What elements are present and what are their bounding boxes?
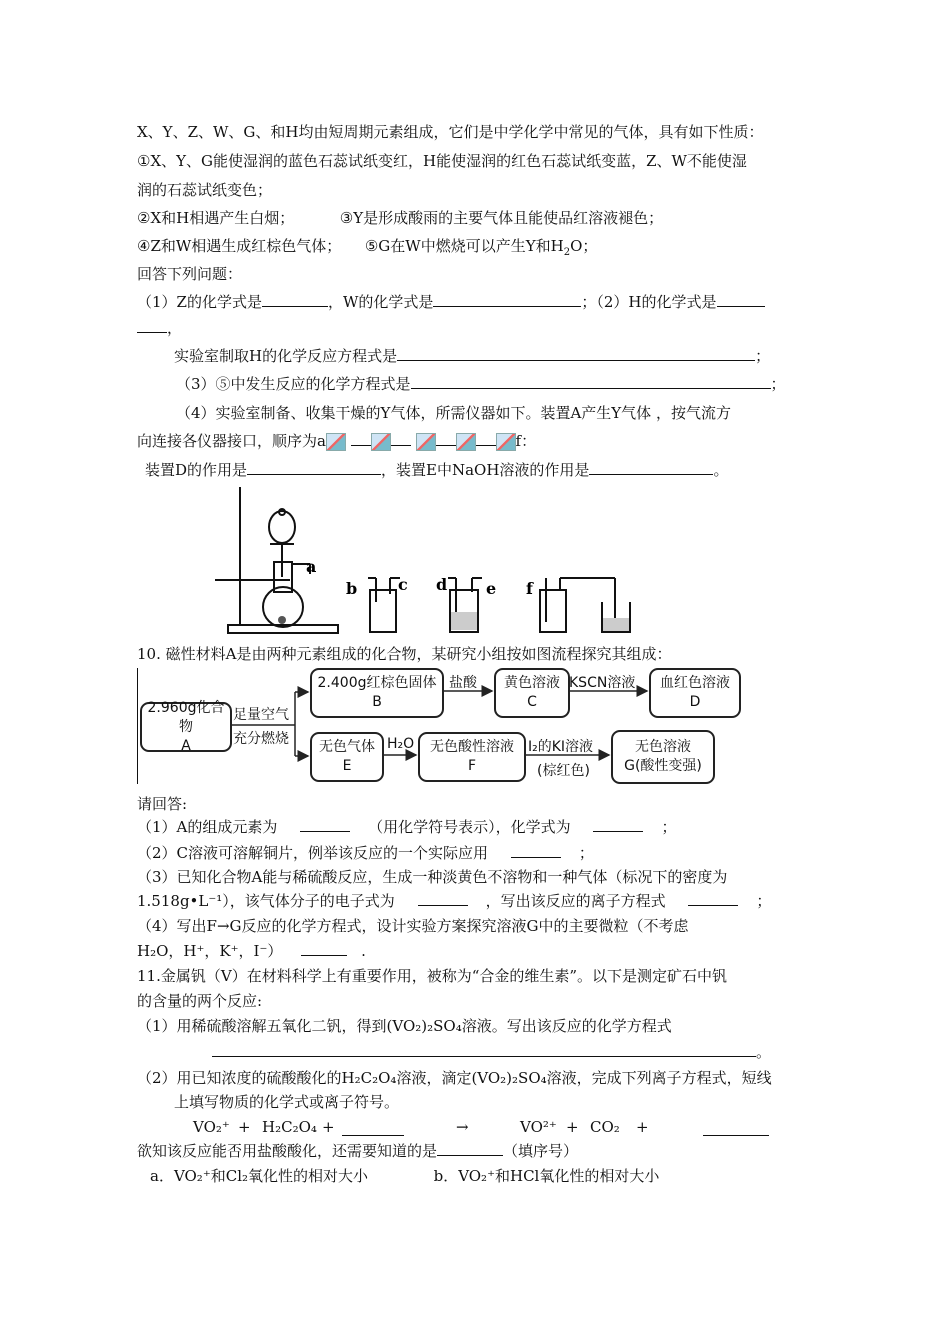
semicolon: ；: [755, 347, 771, 365]
q9-intro: X、Y、Z、W、G、和H均由短周期元素组成，它们是中学化学中常见的气体，具有如下性质：: [137, 123, 764, 141]
eq-term: VO²⁺: [520, 1118, 557, 1136]
q11-options: [150, 1166, 659, 1186]
q9-sub1: [137, 292, 765, 312]
image-placeholder-icon: [371, 433, 391, 451]
q10-sub3b-text: 1.518g•L⁻¹），该气体分子的电子式为: [137, 892, 395, 910]
eq-plus: +: [238, 1118, 251, 1136]
image-placeholder-icon: [496, 433, 516, 451]
image-placeholder-icon: [456, 433, 476, 451]
q10-sub1-text2: （用化学符号表示），化学式为: [368, 818, 571, 836]
q11-title: 11.金属钒（V）在材料科学上有重要作用，被称为“合金的维生素”。以下是测定矿石中钒: [137, 967, 728, 985]
q9-sub3: [176, 374, 786, 394]
flow-arrows: [137, 664, 747, 788]
q10-sub1: [137, 817, 676, 837]
q10-sub1-text: （1）A的组成元素为: [137, 818, 278, 836]
answer-blank[interactable]: [437, 1141, 503, 1156]
comma: ，: [167, 319, 183, 337]
flow-box-a-line1: 2.960g化合物: [147, 699, 225, 735]
q9-property-2: ②X和H相遇产生白烟；: [137, 209, 295, 227]
semicolon: ；: [661, 818, 677, 836]
q9-property-2-3: [137, 208, 663, 228]
apparatus-diagram: [210, 482, 650, 642]
q9-sub1-w: ，W的化学式是: [327, 293, 434, 311]
flow-box-g-line2: G(酸性变强): [624, 758, 702, 774]
answer-blank[interactable]: [703, 1121, 769, 1136]
label-c: c: [398, 575, 408, 594]
q10-sub2-text: （2）C溶液可溶解铜片，例举该反应的一个实际应用: [137, 844, 489, 862]
option-a: a．VO₂⁺和Cl₂氧化性的相对大小: [150, 1167, 369, 1185]
q11-sub3-text: 欲知该反应能否用盐酸酸化，还需要知道的是: [137, 1142, 438, 1160]
flow-arrow-ef-label: H₂O: [387, 736, 415, 752]
answer-blank[interactable]: [717, 292, 765, 307]
answer-blank[interactable]: [476, 431, 496, 446]
q9-property-3: ③Y是形成酸雨的主要气体且能使品红溶液褪色；: [339, 209, 664, 227]
q10-sub3b: [137, 891, 771, 911]
answer-blank[interactable]: [351, 431, 371, 446]
semicolon: ；: [770, 375, 786, 393]
answer-blank[interactable]: [593, 817, 643, 832]
answer-blank[interactable]: [436, 431, 456, 446]
q9-lab-prep-text: 实验室制取H的化学反应方程式是: [174, 347, 398, 365]
q9-property-5b: O；: [570, 237, 598, 255]
answer-blank[interactable]: [433, 292, 581, 307]
q9-sub4c: [145, 460, 728, 480]
q10-ask: 请回答:: [137, 795, 188, 813]
answer-blank[interactable]: [411, 374, 771, 389]
q9-sub4b-text: 向连接各仪器接口，顺序为a: [137, 432, 326, 450]
q9-answer-prompt: 回答下列问题：: [137, 265, 243, 283]
flow-box-d-line2: D: [689, 694, 701, 710]
q9-sub4b: [137, 431, 536, 451]
eq-term: H₂C₂O₄: [262, 1118, 317, 1136]
q11-sub3: [137, 1141, 578, 1161]
flow-box-a-line2: A: [181, 737, 191, 754]
semicolon: ；: [756, 892, 772, 910]
eq-plus: +: [566, 1118, 579, 1136]
answer-blank[interactable]: [391, 431, 411, 446]
flow-box-b-line2: B: [372, 694, 382, 710]
q9-property-1b: 润的石蕊试纸变色；: [137, 181, 273, 199]
q11-sub2a: （2）用已知浓度的硫酸酸化的H₂C₂O₄溶液，滴定(VO₂)₂SO₄溶液，完成下列离子方程式，短线: [137, 1069, 772, 1087]
q10-sub4b-text: H₂O，H⁺，K⁺，I⁻）: [137, 942, 283, 960]
answer-blank[interactable]: [137, 318, 167, 333]
label-e: e: [486, 579, 497, 598]
label-a: a: [306, 557, 317, 576]
flow-box-g-line1: 无色溶液: [635, 739, 691, 755]
q10-sub3c-text: ，写出该反应的离子方程式: [485, 892, 666, 910]
flow-cond-1: 足量空气: [233, 707, 289, 723]
q9-sub2-cont: [137, 318, 182, 338]
q9-sub4d-text: ，装置E中NaOH溶液的作用是: [381, 461, 590, 479]
q11-sub1: （1）用稀硫酸溶解五氧化二钒，得到(VO₂)₂SO₄溶液。写出该反应的化学方程式: [137, 1017, 672, 1035]
flow-arrow-fg-label-1: I₂的KI溶液: [528, 739, 594, 755]
answer-blank[interactable]: [262, 292, 328, 307]
answer-blank[interactable]: [342, 1121, 404, 1136]
answer-blank[interactable]: [418, 891, 468, 906]
flow-box-f-line1: 无色酸性溶液: [430, 739, 514, 755]
flow-box-c-line1: 黄色溶液: [504, 675, 560, 691]
eq-plus: +: [322, 1118, 335, 1136]
flow-cond-2: 充分燃烧: [233, 731, 289, 747]
q11-sub3-text2: （填序号）: [503, 1142, 579, 1160]
q9-sub1-z: （1）Z的化学式是: [137, 293, 262, 311]
q9-property-4-5: ④Z和W相遇生成红棕色气体； ⑤G在W中燃烧可以产生Y和$H_2O$；: [137, 237, 598, 258]
q11-sub2b: 上填写物质的化学式或离子符号。: [174, 1093, 400, 1111]
q9-lab-prep: [174, 346, 770, 366]
image-placeholder-icon: [326, 433, 346, 451]
flow-arrow-cd-label: KSCN溶液: [569, 675, 636, 691]
q10-sub2: [137, 843, 594, 863]
period: 。: [713, 461, 729, 479]
flow-box-b-line1: 2.400g红棕色固体: [317, 675, 437, 691]
flow-box-d-line1: 血红色溶液: [660, 675, 730, 691]
label-b: b: [346, 579, 358, 598]
answer-blank[interactable]: [589, 460, 713, 475]
q11-equation: [0, 1117, 950, 1139]
period: 。: [756, 1043, 772, 1061]
q9-property-1a: ①X、Y、G能使湿润的蓝色石蕊试纸变红，H能使湿润的红色石蕊试纸变蓝，Z、W不能使湿: [137, 152, 747, 170]
label-d: d: [436, 575, 448, 594]
eq-term: CO₂: [590, 1118, 620, 1136]
q10-sub4b: [137, 941, 366, 961]
answer-blank[interactable]: [247, 460, 381, 475]
answer-blank[interactable]: [397, 346, 755, 361]
label-f: f: [526, 579, 533, 598]
q11-title2: 的含量的两个反应:: [137, 992, 263, 1010]
q9-property-4: ④Z和W相遇生成红棕色气体；: [137, 237, 342, 255]
q9-sub4c-text: 装置D的作用是: [145, 461, 248, 479]
q11-sub1-answer: [212, 1042, 771, 1062]
eq-term: VO₂⁺: [193, 1118, 230, 1136]
flowchart: [137, 664, 747, 788]
image-placeholder-icon: [416, 433, 436, 451]
q9-property-5: ⑤G在W中燃烧可以产生Y和H: [364, 237, 564, 255]
flow-arrow-fg-label-2: (棕红色): [537, 763, 590, 779]
flow-box-e-line1: 无色气体: [319, 739, 375, 755]
answer-blank[interactable]: [300, 817, 350, 832]
answer-blank[interactable]: [212, 1042, 756, 1057]
option-b: b．VO₂⁺和HCl氧化性的相对大小: [433, 1167, 660, 1185]
eq-arrow: →: [456, 1118, 469, 1136]
flow-box-e-line2: E: [342, 758, 352, 774]
q10-sub3a: （3）已知化合物A能与稀硫酸反应，生成一种淡黄色不溶物和一种气体（标况下的密度为: [137, 868, 728, 886]
answer-blank[interactable]: [301, 941, 347, 956]
q9-sub4b-end: f：: [515, 432, 537, 450]
q9-sub2-h: ；（2）H的化学式是: [581, 293, 717, 311]
semicolon: ；: [578, 844, 594, 862]
flow-box-c-line2: C: [527, 694, 537, 710]
q9-sub3-text: （3）⑤中发生反应的化学方程式是: [176, 375, 411, 393]
answer-blank[interactable]: [511, 843, 561, 858]
flow-arrow-bc-label: 盐酸: [449, 675, 477, 691]
eq-plus: +: [636, 1118, 649, 1136]
q10-title: 10. 磁性材料A是由两种元素组成的化合物，某研究小组按如图流程探究其组成：: [137, 645, 672, 663]
q10-sub4a: （4）写出F→G反应的化学方程式，设计实验方案探究溶液G中的主要微粒（不考虑: [137, 917, 689, 935]
flow-box-f-line2: F: [467, 758, 477, 774]
q9-sub4a: （4）实验室制备、收集干燥的Y气体，所需仪器如下。装置A产生Y气体 ，按气流方: [176, 404, 731, 422]
answer-blank[interactable]: [688, 891, 738, 906]
period: .: [361, 942, 366, 960]
